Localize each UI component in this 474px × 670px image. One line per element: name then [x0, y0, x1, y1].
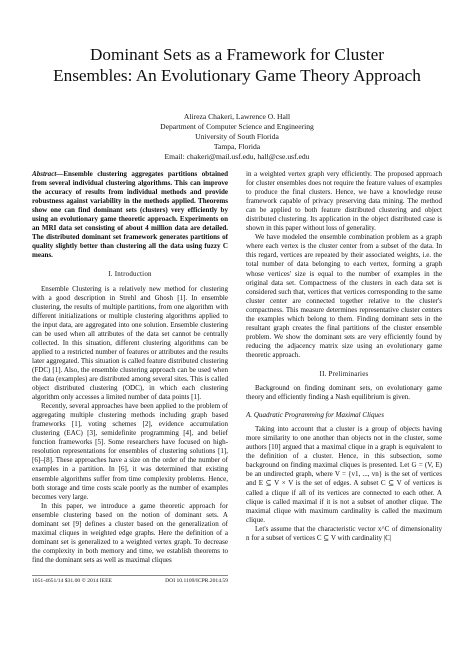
university: University of South Florida [195, 132, 279, 141]
city: Tampa, Florida [213, 142, 261, 151]
subsection-paragraph-2: Let's assume that the characteristic vector x^C of dimensionality n for a subset of vertices C ⊆ V with cardinality |C| [246, 524, 442, 542]
subsection-heading: A. Quadratic Programming for Maximal Cliques [246, 411, 384, 420]
email: Email: chakeri@mail.usf.edu, hall@cse.usf.edu [164, 152, 310, 161]
right-column [246, 170, 442, 543]
right-paragraph-1: in a weighted vertex graph very efficiently. The proposed approach for cluster ensembles does not require the feature values of examples to produce the final clusters. Hence, we have a knowledge reuse framework capable of privacy preserving data mining. The method can be applied to both feature distributed clustering and object distributed clustering. Its application in the object distributed case is shown in this paper without loss of generality. [246, 170, 442, 233]
section-heading-preliminaries: II. Preliminaries [319, 369, 369, 378]
abstract-lead: Abstract [32, 170, 57, 178]
page-footer [32, 575, 228, 584]
title-line-2: Ensembles: An Evolutionary Game Theory Approach [53, 66, 421, 85]
abstract [32, 170, 228, 260]
footer-isbn: 1051-4651/14 $31.00 © 2014 IEEE [32, 578, 112, 584]
section-heading-introduction: I. Introduction [108, 270, 152, 279]
prelim-paragraph-1: Background on finding dominant sets, on evolutionary game theory and efficiently finding a Nash equilibrium is given. [246, 384, 442, 402]
abstract-text: —Ensemble clustering aggregates partitions obtained from several individual clustering algorithms. This can improve the accuracy of results from individual methods and provide robustness against variability in the methods applied. Theorems show one can find dominant sets (clusters) very efficiently by using an evolutionary game theoretic approach. Experiments on an MRI data set consisting of about 4 million data are detailed. The distributed dominant set framework generates partitions of quality slightly better than clustering all the data using fuzzy C means. [32, 170, 228, 260]
intro-paragraph-3: In this paper, we introduce a game theoretic approach for ensemble clustering based on the notion of dominant sets. A dominant set [9] defines a cluster based on the generalization of maximal cliques in weighted edge graphs. Here the definition of a dominant set is generalized to a weighted vertex graph. To decrease the complexity in both memory and time, we establish theorems to find the dominant sets as well as maximal cliques [32, 501, 228, 564]
department: Department of Computer Science and Engineering [160, 122, 314, 131]
author-block [120, 112, 354, 162]
author-names: Alireza Chakeri, Lawrence O. Hall [183, 112, 291, 121]
paper-title [30, 44, 444, 86]
intro-paragraph-1: Ensemble Clustering is a relatively new method for clustering with a good description in Strehl and Ghosh [1]. In ensemble clustering, the results of multiple partitions, from one algorithm with different initializations or multiple clustering algorithms applied to the input data, are aggregated into one solution. Ensemble clustering can be used when all attributes of the data set cannot be centrally collected. In this situation, different clustering algorithms can be applied to a restricted number of features or attributes and the results later aggregated. This situation is called feature distributed clustering (FDC) [1]. Also, the ensemble clustering approach can be used when the data (examples) are distributed among several sites. This is called object distributed clustering (ODC), in which each clustering algorithm only accesses a limited number of data points [1]. [32, 284, 228, 402]
left-column [32, 170, 228, 565]
title-line-1: Dominant Sets as a Framework for Cluster [89, 45, 385, 64]
footer-doi: DOI 10.1109/ICPR.2014.59 [165, 578, 228, 584]
intro-paragraph-2: Recently, several approaches have been applied to the problem of aggregating multiple clustering methods including graph based frameworks [1], voting schemes [2], evidence accumulation clustering (EAC) [3], semidefinite programming [4], and belief function frameworks [5]. Some researchers have focused on high-resolution representations for ensembles of clustering solutions [1], [6]–[8]. These approaches have a size on the order of the number of examples in a partition. In [6], it was determined that existing ensemble algorithms suffer from time complexity problems. Hence, both storage and time costs scale poorly as the number of examples becomes very large. [32, 402, 228, 501]
right-paragraph-2: We have modeled the ensemble combination problem as a graph where each vertex is the cluster center from a subset of the data. In this regard, vertices are repeated by their associated weights, i.e. the total number of data belonging to each vertex, forming a graph whose vertices' size is equal to the number of examples in the original data set. Compactness of the clusters in each data set is considered such that, vertices that vertices corresponding to the same cluster center are connected together relative to the cluster's compactness. This measure determines representative cluster centers the examples which belong to them. Finding dominant sets in the resultant graph creates the final partitions of the cluster ensemble problem. We show the dominant sets are very efficiently found by reducing the adjacency matrix size using an evolutionary game theoretic approach. [246, 233, 442, 359]
subsection-paragraph-1: Taking into account that a cluster is a group of objects having more similarity to one another than objects not in the cluster, some authors [10] argued that a maximal clique in a graph is equivalent to the definition of a cluster. Hence, in this subsection, some background on finding maximal cliques is presented. Let G = (V, E) be an undirected graph, where V = {v1, ..., vn} is the set of vertices and E ⊆ V × V is the set of edges. A subset C ⊆ V of vertices is called a clique if all of its vertices are connected to each other. A clique is called maximal if it is not a subset of another clique. The maximal clique with maximum cardinality is called the maximum clique. [246, 425, 442, 524]
